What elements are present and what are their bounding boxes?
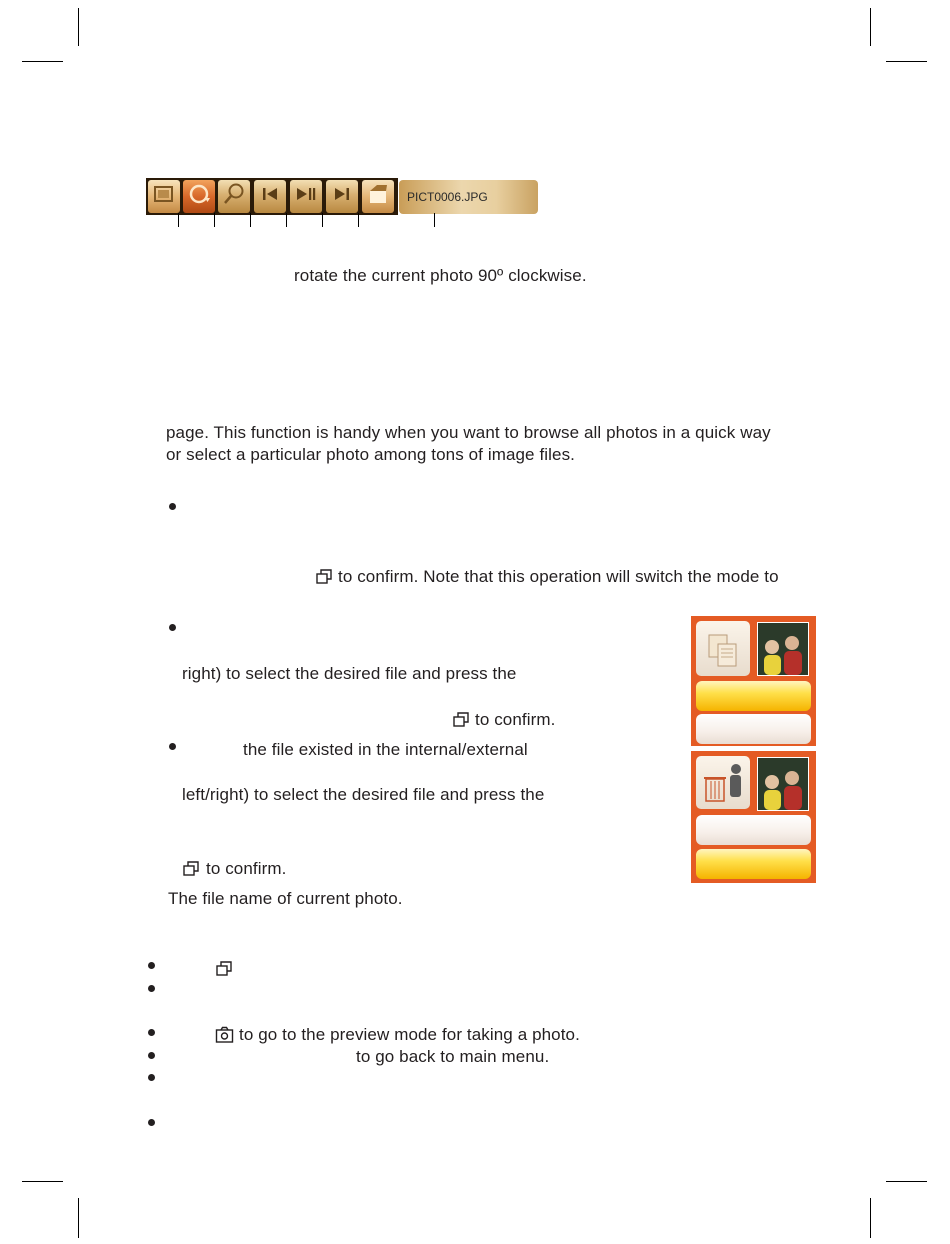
previous-button[interactable] xyxy=(254,180,286,213)
crop-mark xyxy=(886,1181,927,1182)
pointer-line xyxy=(434,213,435,227)
photo-thumbnail xyxy=(757,757,809,811)
confirm-switch-text: to confirm. Note that this operation will switch the mode to xyxy=(338,567,779,586)
file-manager-icon xyxy=(365,182,391,211)
preview-text: to go to the preview mode for taking a photo. xyxy=(239,1025,580,1044)
crop-mark xyxy=(870,1198,871,1238)
photo-thumbnail xyxy=(757,622,809,676)
zoom-icon xyxy=(221,181,247,212)
file-manager-button[interactable] xyxy=(362,180,394,213)
option-bar-selected[interactable] xyxy=(696,849,811,879)
copy-screen-illustration xyxy=(691,616,816,746)
pointer-line xyxy=(178,213,179,227)
delete-screen-illustration xyxy=(691,751,816,883)
toolbar-filename: PICT0006.JPG xyxy=(399,180,538,214)
photo-toolbar xyxy=(146,178,398,215)
delete-confirm-text: to confirm. xyxy=(206,859,287,878)
zoom-button[interactable] xyxy=(218,180,250,213)
copy-documents-icon xyxy=(696,663,750,680)
rotate-icon xyxy=(186,181,212,212)
bullet xyxy=(169,624,176,631)
next-button[interactable] xyxy=(326,180,358,213)
delete-text-line1: the file existed in the internal/external xyxy=(243,740,528,759)
previous-icon xyxy=(260,186,280,207)
crop-mark xyxy=(22,61,63,62)
camera-icon xyxy=(215,1026,233,1044)
crop-mark xyxy=(78,8,79,46)
copy-select-text: right) to select the desired file and press the xyxy=(182,664,517,683)
thumbnail-description-line2: or select a particular photo among tons of image files. xyxy=(166,445,575,464)
play-pause-button[interactable] xyxy=(290,180,322,213)
delete-text-line2: left/right) to select the desired file and press the xyxy=(182,785,545,804)
trash-icon xyxy=(696,796,750,813)
enter-key-icon xyxy=(215,960,233,978)
option-bar-selected[interactable] xyxy=(696,681,811,711)
bullet xyxy=(169,743,176,750)
bullet xyxy=(148,1119,155,1126)
delete-file-tile xyxy=(696,756,750,809)
filename-description: The file name of current photo. xyxy=(168,889,403,908)
pointer-line xyxy=(358,213,359,227)
bullet xyxy=(148,985,155,992)
crop-mark xyxy=(78,1198,79,1238)
thumbnail-button[interactable] xyxy=(148,180,180,213)
thumbnail-description-line1: page. This function is handy when you want to browse all photos in a quick way xyxy=(166,423,771,442)
pointer-line xyxy=(286,213,287,227)
thumbnail-icon xyxy=(152,183,176,210)
play-pause-icon xyxy=(295,186,317,207)
bullet xyxy=(169,503,176,510)
copy-confirm-text: to confirm. xyxy=(475,710,556,729)
bullet xyxy=(148,1074,155,1081)
enter-key-icon xyxy=(182,860,200,878)
next-icon xyxy=(332,186,352,207)
back-text: to go back to main menu. xyxy=(356,1047,550,1066)
pointer-line xyxy=(322,213,323,227)
bullet xyxy=(148,962,155,969)
copy-file-tile xyxy=(696,621,750,676)
bullet xyxy=(148,1029,155,1036)
crop-mark xyxy=(22,1181,63,1182)
crop-mark xyxy=(870,8,871,46)
enter-key-icon xyxy=(315,568,333,586)
crop-mark xyxy=(886,61,927,62)
enter-key-icon xyxy=(452,711,470,729)
option-bar[interactable] xyxy=(696,815,811,845)
rotate-button[interactable] xyxy=(183,180,215,213)
rotate-description: rotate the current photo 90º clockwise. xyxy=(294,266,587,285)
pointer-line xyxy=(250,213,251,227)
pointer-line xyxy=(214,213,215,227)
bullet xyxy=(148,1052,155,1059)
option-bar[interactable] xyxy=(696,714,811,744)
